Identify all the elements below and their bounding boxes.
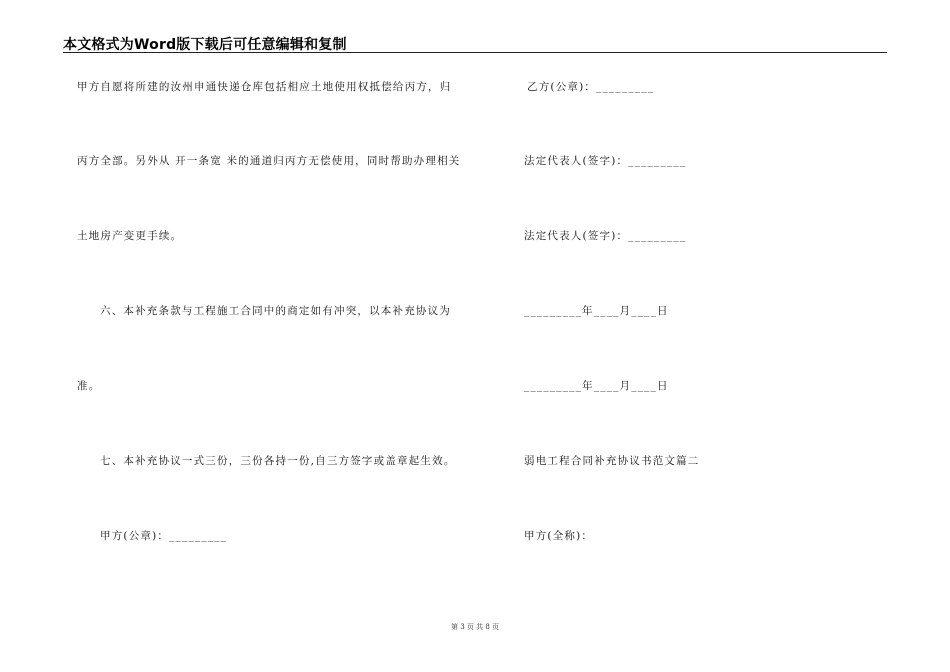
right-line-6: 弱电工程合同补充协议书范文篇二 <box>524 455 700 467</box>
left-line-6: 七、本补充协议一式三份，三份各持一份,自三方签字或盖章起生效。 <box>100 455 456 467</box>
left-line-2: 丙方全部。另外从 开一条宽 米的通道归丙方无偿使用，同时帮助办理相关 <box>77 155 461 167</box>
right-line-3: 法定代表人(签字)：_________ <box>524 230 687 242</box>
right-line-1: 乙方(公章)：_________ <box>527 81 655 93</box>
left-line-3: 土地房产变更手续。 <box>77 230 183 242</box>
left-line-5: 准。 <box>77 380 101 392</box>
right-line-4: _________年____月____日 <box>524 305 669 317</box>
left-line-7: 甲方(公章)：_________ <box>100 530 228 542</box>
right-line-2: 法定代表人(签字)：_________ <box>524 155 687 167</box>
right-line-7: 甲方(全称)： <box>524 530 594 542</box>
header-divider <box>63 52 887 53</box>
right-line-5: _________年____月____日 <box>524 380 669 392</box>
left-line-1: 甲方自愿将所建的汝州申通快递仓库包括相应土地使用权抵偿给丙方，归 <box>77 81 452 93</box>
page-number-footer: 第 3 页 共 8 页 <box>450 623 500 631</box>
page-header-title: 本文格式为Word版下载后可任意编辑和复制 <box>63 37 347 53</box>
left-line-4: 六、本补充条款与工程施工合同中的商定如有冲突，以本补充协议为 <box>100 305 451 317</box>
